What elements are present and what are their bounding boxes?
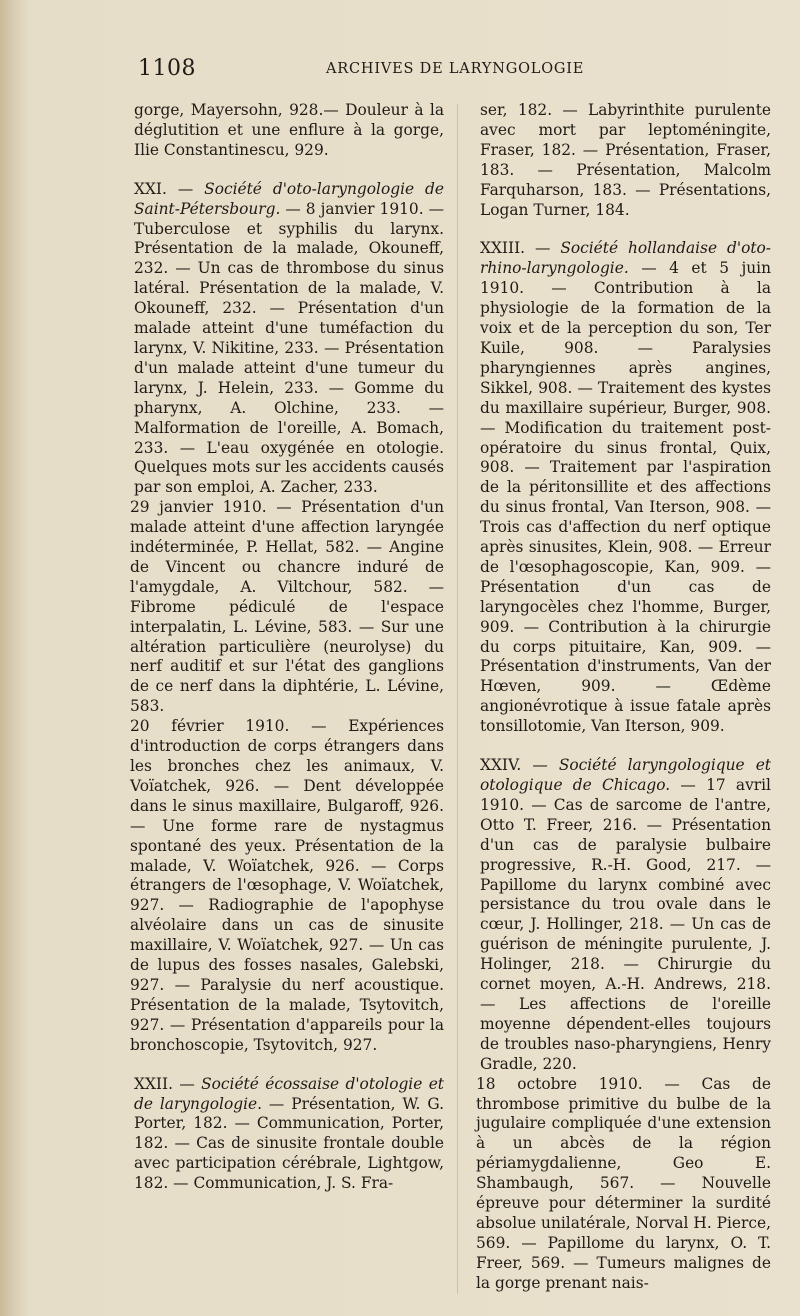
section-number: XXI. —	[134, 179, 205, 198]
society-entry	[134, 180, 444, 499]
left-column	[130, 101, 444, 1194]
session-entry: 20 février 1910. — Expériences d'introduction de corps étrangers dans les bronches chez les animaux, V. Voïatchek, 926. — Dent développée dans le sinus maxillaire, Bulgaroff, 926. — Une forme rare de nystagmus spontané des yeux. Présentation de la malade, V. Woïatchek, 926. — Corps étrangers de l'œsophage, V. Woïatchek, 927. — Radiographie de l'apophyse alvéolaire dans un cas de sinusite maxillaire, V. Woïatchek, 927. — Un cas de lupus des fosses nasales, Galebski, 927. — Paralysie du nerf acoustique. Présentation de la malade, Tsytovitch, 927. — Présentation d'appareils pour la bronchoscopie, Tsytovitch, 927.	[130, 717, 444, 1054]
society-entry	[134, 1075, 444, 1194]
section-number: XXIII. —	[480, 239, 561, 258]
page-number: 1108	[138, 56, 196, 81]
society-name: Société laryngologique et otologique de Chicago.	[480, 756, 771, 794]
society-entry	[480, 239, 771, 737]
society-name: Société hollandaise d'oto-rhino-laryngologie.	[480, 239, 771, 278]
society-entry	[480, 756, 771, 1075]
section-number: XXIV. —	[480, 756, 559, 775]
continued-text: gorge, Mayersohn, 928.— Douleur à la déglutition et une enflure à la gorge, Ilie Constantinescu, 929.	[134, 101, 444, 159]
society-name: Société écossaise d'otologie et de laryngologie.	[134, 1074, 444, 1113]
entry-text: — 17 avril 1910. — Cas de sarcome de l'antre, Otto T. Freer, 216. — Présentation d'un cas de paralysie bulbaire progressive, R.-H. Good, 217. — Papillome du larynx combiné avec persistance du trou ovale dans le cœur, J. Hollinger, 218. — Un cas de guérison de méningite purulente, J. Holinger, 218. — Chirurgie du cornet moyen, A.-H. Andrews, 218. — Les affections de l'oreille moyenne dépendent-elles toujours de troubles naso-pharyngiens, Henry Gradle, 220.	[480, 776, 771, 1073]
column-divider	[457, 104, 458, 1294]
page-header	[0, 56, 800, 92]
right-column	[476, 101, 771, 1294]
entry-text: — Présentation, W. G. Porter, 182. — Communication, Porter, 182. — Cas de sinusite frontale double avec participation cérébrale, Lightgow, 182. — Communication, J. S. Fra-	[134, 1094, 444, 1193]
session-entry: 18 octobre 1910. — Cas de thrombose primitive du bulbe de la jugulaire compliquée d'une extension à un abcès de la région périamygdalienne, Geo E. Shambaugh, 567. — Nouvelle épreuve pour déterminer la surdité absolue unilatérale, Norval H. Pierce, 569. — Papillome du larynx, O. T. Freer, 569. — Tumeurs malignes de la gorge prenant nais-	[476, 1074, 771, 1292]
section-number: XXII. —	[134, 1074, 202, 1093]
continued-text: ser, 182. — Labyrinthite purulente avec mort par leptoméningite, Fraser, 182. — Présentation, Fraser, 183. — Présentation, Malcolm Farquharson, 183. — Présentations, Logan Turner, 184.	[480, 101, 771, 219]
society-name: Société d'oto-laryngologie de Saint-Pétersbourg.	[134, 179, 444, 218]
entry-text: — 8 janvier 1910. — Tuberculose et syphilis du larynx. Présentation de la malade, Okouneff, 232. — Un cas de thrombose du sinus latéral. Présentation de la malade, V. Okouneff, 232. — Présentation d'un malade atteint d'une tuméfaction du larynx, V. Nikitine, 233. — Présentation d'un malade atteint d'une tumeur du larynx, J. Helein, 233. — Gomme du pharynx, A. Olchine, 233. — Malformation de l'oreille, A. Bomach, 233. — L'eau oxygénée en otologie. Quelques mots sur les accidents causés par son emploi, A. Zacher, 233.	[134, 199, 444, 497]
session-entry: 29 janvier 1910. — Présentation d'un malade atteint d'une affection laryngée indéterminée, P. Hellat, 582. — Angine de Vincent ou chancre induré de l'amygdale, A. Viltchour, 582. — Fibrome pédiculé de l'espace interpalatin, L. Lévine, 583. — Sur une altération particulière (neurolyse) du nerf auditif et sur l'état des ganglions de ce nerf dans la diphtérie, L. Lévine, 583.	[130, 498, 444, 716]
entry-text: — 4 et 5 juin 1910. — Contribution à la physiologie de la formation de la voix et de la perception du son, Ter Kuile, 908. — Paralysies pharyngiennes après angines, Sikkel, 908. — Traitement des kystes du maxillaire supérieur, Burger, 908. — Modification du traitement post-opératoire du sinus frontal, Quix, 908. — Traitement par l'aspiration de la péritonsillite et des affections du sinus frontal, Van Iterson, 908. — Trois cas d'affection du nerf optique après sinusites, Klein, 908. — Erreur de l'œsophagoscopie, Kan, 909. — Présentation d'un cas de laryngocèles chez l'homme, Burger, 909. — Contribution à la chirurgie du corps pituitaire, Kan, 909. — Présentation d'instruments, Van der Hœven, 909. — Œdème angionévrotique à issue fatale après tonsillotomie, Van Iterson, 909.	[480, 259, 771, 736]
running-title: ARCHIVES DE LARYNGOLOGIE	[326, 61, 585, 77]
